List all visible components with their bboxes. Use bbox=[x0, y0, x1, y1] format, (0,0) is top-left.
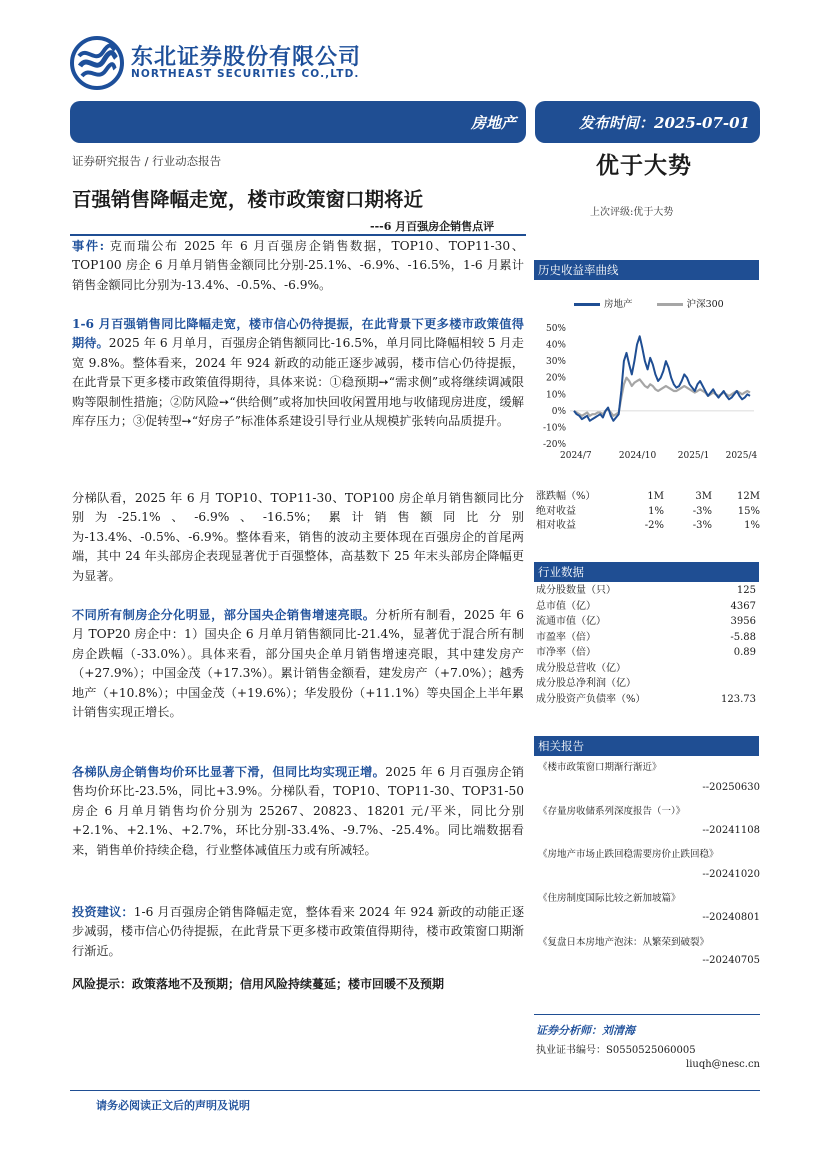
x-tick-label: 2024/7 bbox=[560, 451, 592, 461]
industry-value: -5.88 bbox=[730, 631, 756, 643]
x-tick-label: 2024/10 bbox=[618, 451, 657, 461]
paragraph-2-text: 分梯队看，2025 年 6 月 TOP10、TOP11-30、TOP100 房企单月销售额同比分别为-25.1%、-6.9%、-16.5%；累计销售额同比分别为-13.4%、-0.5%、-6.9%。整体看来，销售的波动主要体现在百强房企的首尾两端，其中 24 年头部房企表现显著优于百强整体，高基数下 25 年末头部房企降幅更为显著。 bbox=[72, 491, 524, 583]
industry-label: 成分股总净利润（亿） bbox=[536, 678, 636, 689]
related-report-date: --20240705 bbox=[702, 955, 760, 966]
perf-cell: 15% bbox=[737, 505, 760, 517]
industry-label: 市盈率（倍） bbox=[536, 631, 596, 643]
x-tick-label: 2025/4 bbox=[725, 451, 758, 461]
industry-row bbox=[536, 661, 756, 677]
paragraph-1 bbox=[72, 315, 524, 431]
industry-row bbox=[536, 692, 756, 708]
title-divider bbox=[70, 234, 526, 236]
industry-row bbox=[536, 583, 756, 599]
paragraph-4 bbox=[72, 763, 524, 860]
publish-date-bar bbox=[535, 101, 760, 143]
related-report-title[interactable]: 《存量房收储系列深度报告（一）》 bbox=[538, 806, 686, 817]
x-tick-label: 2025/1 bbox=[677, 451, 710, 461]
perf-cell: 绝对收益 bbox=[536, 505, 576, 517]
doc-type: 证券研究报告 / 行业动态报告 bbox=[72, 154, 222, 168]
related-report-date: --20240801 bbox=[702, 912, 760, 923]
industry-value: 123.73 bbox=[721, 693, 756, 705]
related-report-date: --20241108 bbox=[702, 825, 760, 836]
rating: 优于大势 bbox=[596, 152, 692, 179]
legend-swatch-sector bbox=[574, 303, 600, 306]
paragraph-3 bbox=[72, 606, 524, 722]
event-paragraph bbox=[72, 237, 524, 295]
y-tick-label: 20% bbox=[545, 373, 566, 384]
industry-value: 125 bbox=[736, 585, 756, 596]
industry-row bbox=[536, 614, 756, 630]
perf-header-cell: 涨跌幅（%） bbox=[536, 491, 596, 502]
industry-label: 成分股总营收（亿） bbox=[536, 662, 626, 674]
event-text: 克而瑞公布 2025 年 6 月百强房企销售数据，TOP10、TOP11-30、TOP100 房企 6 月单月销售金额同比分别-25.1%、-6.9%、-16.5%，1-6 月累计销售金额同比分别为-13.4%、-0.5%、-6.9%。 bbox=[72, 239, 524, 292]
related-report-date: --20241020 bbox=[702, 869, 760, 880]
paragraph-5-head: 投资建议： bbox=[72, 905, 134, 919]
perf-cell: -3% bbox=[692, 520, 712, 531]
paragraph-3-text: 分析所有制看，2025 年 6 月 TOP20 房企中：1）国央企 6 月单月销售额同比-21.4%，显著优于混合所有制房企跌幅（-33.0%）。具体来看，部分国央企单月销售增速亮眼，其中建发房产（+27.9%）；中国金茂（+17.3%）。累计销售金额看，建发房产（+7.0%）；越秀地产（+10.8%）；中国金茂（+19.6%）；华发股份（+11.1%）等央国企上半年累计销售实现正增长。 bbox=[72, 608, 524, 720]
y-tick-label: 30% bbox=[545, 357, 566, 368]
industry-label: 总市值（亿） bbox=[536, 600, 596, 612]
y-tick-label: -20% bbox=[542, 440, 566, 450]
performance-table bbox=[536, 490, 760, 534]
y-tick-label: -10% bbox=[542, 423, 566, 434]
paragraph-5-text: 1-6 月百强房企销售降幅走宽，整体看来 2024 年 924 新政的动能正逐步减弱，楼市信心仍待提振，在此背景下更多楼市政策值得期待，楼市政策窗口期渐行渐近。 bbox=[72, 905, 525, 958]
industry-row bbox=[536, 645, 756, 661]
report-title: 百强销售降幅走宽，楼市政策窗口期将近 bbox=[72, 188, 424, 211]
legend-label-index: 沪深300 bbox=[686, 299, 724, 310]
industry-label: 市净率（倍） bbox=[536, 647, 596, 658]
perf-cell: 1% bbox=[648, 505, 664, 517]
analyst-cert: 执业证书编号：S0550525060005 bbox=[536, 1045, 696, 1056]
industry-value: 0.89 bbox=[733, 647, 756, 658]
perf-cell: 1% bbox=[744, 520, 760, 531]
industry-row bbox=[536, 630, 756, 646]
publish-date: 发布时间：2025-07-01 bbox=[579, 113, 750, 132]
industry-table bbox=[536, 583, 756, 707]
footer-divider bbox=[70, 1090, 760, 1091]
analyst-name: 证券分析师：刘清海 bbox=[536, 1024, 635, 1037]
paragraph-1-text: 2025 年 6 月单月，百强房企销售额同比-16.5%，单月同比降幅相较 5 月走宽 9.8%。整体看来，2024 年 924 新政的动能正逐步减弱，楼市信心仍待提振，在此背景下更多楼市政策值得期待，具体来说：①稳预期➙“需求侧”或将继续调减限购等限制性措施；②防风险➙“供给侧”或将加快回收闲置用地与收储现房进度，缓解库存压力；③促转型➙“好房子”标准体系建设引导行业从规模扩张转向品质提升。 bbox=[72, 336, 524, 429]
event-label: 事件: bbox=[72, 239, 105, 253]
footer-notice: 请务必阅读正文后的声明及说明 bbox=[96, 1099, 250, 1112]
perf-header-cell: 12M bbox=[737, 491, 760, 502]
industry-label: 流通市值（亿） bbox=[536, 616, 606, 627]
perf-cell: -3% bbox=[692, 505, 712, 517]
related-report-title[interactable]: 《楼市政策窗口期渐行渐近》 bbox=[538, 762, 662, 773]
y-tick-label: 0% bbox=[551, 406, 566, 417]
perf-row bbox=[536, 505, 760, 520]
y-tick-label: 50% bbox=[545, 324, 566, 334]
analyst-email[interactable]: liuqh@nesc.cn bbox=[686, 1059, 760, 1070]
company-name-en: NORTHEAST SECURITIES CO.,LTD. bbox=[131, 68, 360, 80]
return-chart bbox=[534, 318, 760, 468]
perf-header-cell: 3M bbox=[695, 491, 712, 502]
legend-label-sector: 房地产 bbox=[604, 299, 633, 310]
industry-label: 成分股资产负债率（%） bbox=[536, 693, 646, 705]
company-logo-icon bbox=[70, 36, 124, 90]
related-reports-heading: 相关报告 bbox=[534, 736, 759, 756]
chart-heading: 历史收益率曲线 bbox=[534, 260, 759, 280]
related-report-title[interactable]: 《复盘日本房地产泡沫：从繁荣到破裂》 bbox=[538, 937, 710, 948]
paragraph-4-head: 各梯队房企销售均价环比显著下滑，但同比均实现正增。 bbox=[72, 765, 386, 779]
paragraph-5 bbox=[72, 903, 524, 961]
industry-heading: 行业数据 bbox=[534, 562, 759, 582]
industry-row bbox=[536, 676, 756, 692]
series-line-sector bbox=[574, 336, 750, 421]
sector-label: 房地产 bbox=[470, 113, 516, 132]
related-report-date: --20250630 bbox=[702, 782, 760, 793]
series-line-index bbox=[574, 378, 750, 416]
related-report-title[interactable]: 《房地产市场止跌回稳需要房价止跌回稳》 bbox=[538, 849, 719, 860]
perf-header-cell: 1M bbox=[647, 491, 664, 502]
perf-header-row bbox=[536, 490, 760, 505]
related-report-title[interactable]: 《住房制度国际比较之新加坡篇》 bbox=[538, 893, 681, 904]
perf-row bbox=[536, 519, 760, 534]
industry-label: 成分股数量（只） bbox=[536, 585, 616, 596]
paragraph-1-head: 1-6 月百强销售同比降幅走宽，楼市信心仍待提振，在此背景下更多楼市政策值得期待。 bbox=[72, 317, 524, 351]
industry-value: 4367 bbox=[730, 600, 756, 612]
y-tick-label: 10% bbox=[545, 390, 566, 401]
perf-cell: 相对收益 bbox=[536, 520, 576, 531]
paragraph-4-text: 2025 年 6 月百强房企销售均价环比-23.5%，同比+3.9%。分梯队看，TOP10、TOP11-30、TOP31-50 房企 6 月单月销售均价分别为 25267、20823、18201 元/平米，同比分别+2.1%、+2.1%、+2.7%，环比分别-33.4%、-9.7%、-25.4%。同比端数据看来，销售单价持续企稳，行业整体减值压力或有所减轻。 bbox=[72, 765, 524, 857]
report-subtitle: ---6 月百强房企销售点评 bbox=[370, 220, 495, 233]
sector-bar bbox=[70, 101, 526, 143]
perf-cell: -2% bbox=[644, 520, 664, 531]
paragraph-2 bbox=[72, 489, 524, 586]
previous-rating: 上次评级:优于大势 bbox=[590, 207, 674, 218]
industry-row bbox=[536, 599, 756, 615]
legend-swatch-index bbox=[657, 303, 683, 306]
company-name-cn: 东北证券股份有限公司 bbox=[131, 45, 362, 70]
paragraph-3-head: 不同所有制房企分化明显，部分国央企销售增速亮眼。 bbox=[72, 608, 376, 622]
y-tick-label: 40% bbox=[545, 340, 566, 351]
analyst-divider bbox=[534, 1014, 760, 1015]
industry-value: 3956 bbox=[730, 616, 756, 627]
chart-legend bbox=[574, 296, 724, 310]
risk-warning: 风险提示：政策落地不及预期；信用风险持续蔓延；楼市回暖不及预期 bbox=[72, 977, 445, 991]
